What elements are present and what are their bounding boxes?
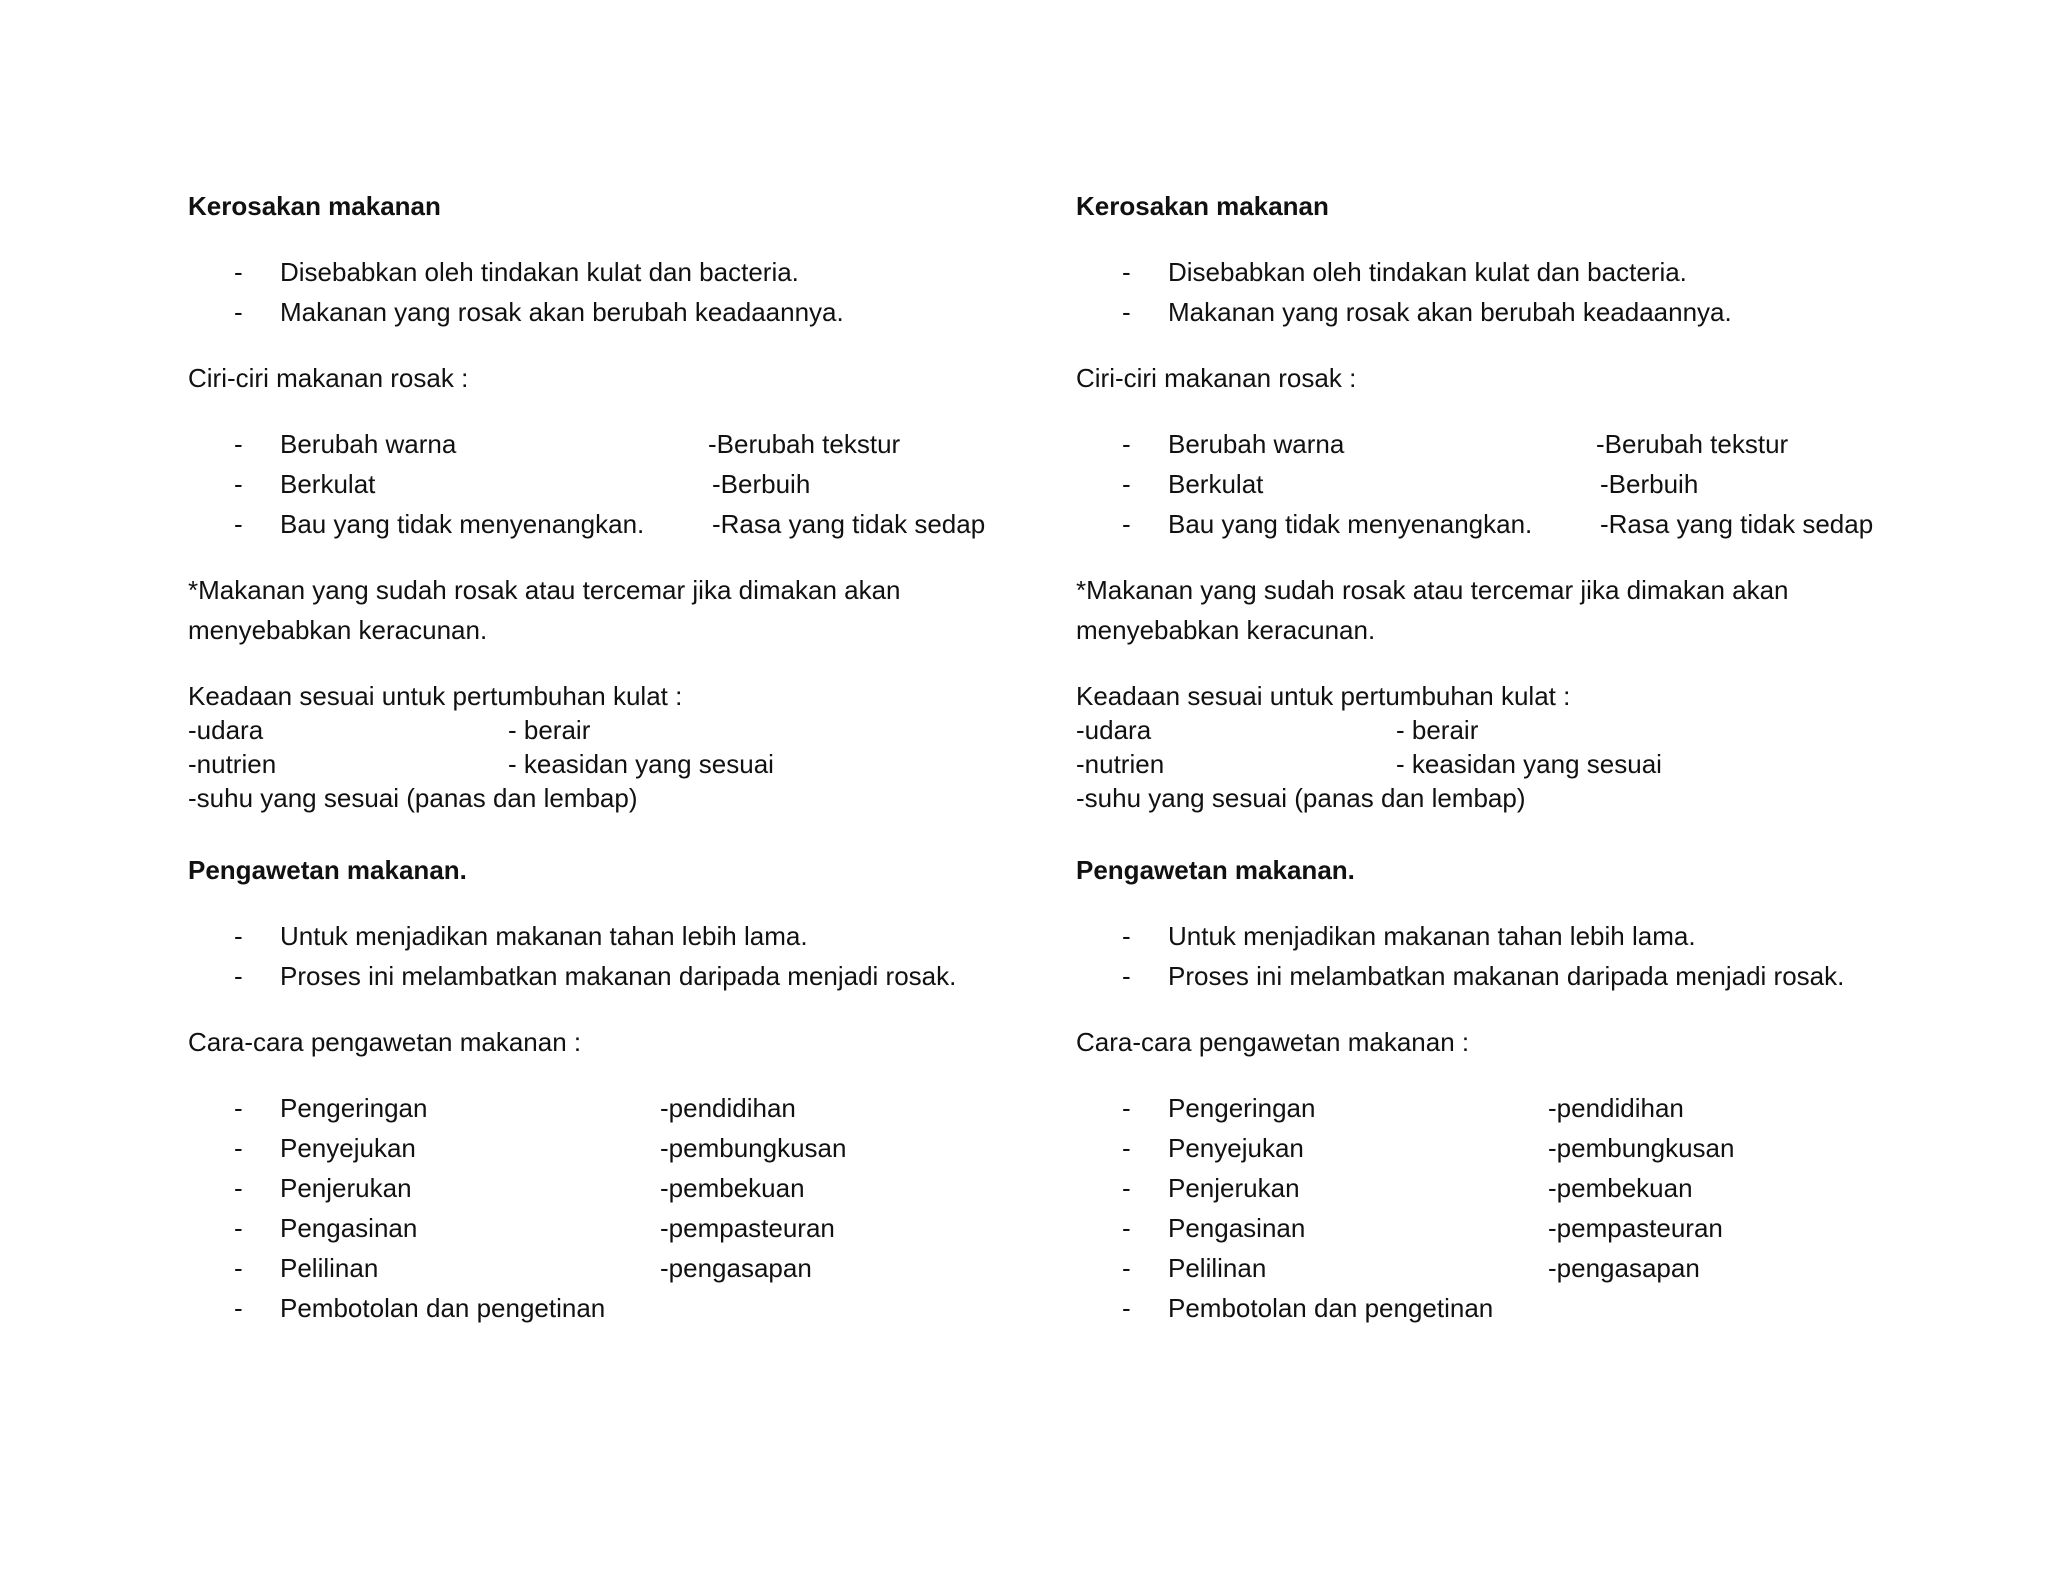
bullet-dash: - (234, 257, 243, 287)
bullet-dash: - (234, 921, 243, 951)
bullet-dash: - (1122, 961, 1131, 991)
list-item: - Berubah warna -Berubah tekstur (234, 429, 901, 459)
list-item: - Disebabkan oleh tindakan kulat dan bacteria. (1076, 254, 1936, 290)
list-item: - Penjerukan -pembekuan (234, 1173, 805, 1203)
list-item: - Pelilinan -pengasapan (234, 1253, 812, 1283)
heading-preservation: Pengawetan makanan. (1076, 855, 1355, 885)
note-line: *Makanan yang sudah rosak atau tercemar jika dimakan akan (1076, 575, 1789, 605)
bullet-dash: - (234, 297, 243, 327)
list-item: - Pengasinan -pempasteuran (234, 1213, 835, 1243)
list-item: - Pengasinan -pempasteuran (1122, 1213, 1723, 1243)
list-item: - Pelilinan -pengasapan (1122, 1253, 1700, 1283)
list-item: - Makanan yang rosak akan berubah keadaannya. (1076, 294, 1936, 330)
bullet-dash: - (234, 961, 243, 991)
list-item: - Disebabkan oleh tindakan kulat dan bacteria. (188, 254, 1048, 290)
note-line: menyebabkan keracunan. (188, 615, 488, 645)
list-item: - Bau yang tidak menyenangkan. -Rasa yang tidak sedap (1122, 509, 1874, 539)
list-item: - Pengeringan -pendidihan (234, 1093, 796, 1123)
note-line: menyebabkan keracunan. (1076, 615, 1376, 645)
list-item: - Proses ini melambatkan makanan daripada menjadi rosak. (1076, 958, 1936, 994)
bullet-dash: - (1122, 921, 1131, 951)
list-item: - Penyejukan -pembungkusan (234, 1133, 847, 1163)
list-item: - Berkulat -Berbuih (234, 469, 811, 499)
list-item: - Penjerukan -pembekuan (1122, 1173, 1693, 1203)
list-item: - Pengeringan -pendidihan (1122, 1093, 1684, 1123)
condition-row: -udara - berair (188, 715, 591, 745)
methods-label: Cara-cara pengawetan makanan : (1076, 1027, 1470, 1057)
list-item: - Pembotolan dan pengetinan (234, 1293, 606, 1323)
condition-row: -udara - berair (1076, 715, 1479, 745)
conditions-label: Keadaan sesuai untuk pertumbuhan kulat : (188, 681, 683, 711)
condition-row: -suhu yang sesuai (panas dan lembap) (1076, 783, 1526, 813)
notes-column-right (1076, 0, 1936, 1582)
list-item: - Bau yang tidak menyenangkan. -Rasa yang tidak sedap (234, 509, 986, 539)
conditions-label: Keadaan sesuai untuk pertumbuhan kulat : (1076, 681, 1571, 711)
bullet-dash: - (1122, 257, 1131, 287)
list-item: - Penyejukan -pembungkusan (1122, 1133, 1735, 1163)
notes-column-left (188, 0, 1048, 1582)
list-item: - Pembotolan dan pengetinan (1122, 1293, 1494, 1323)
heading-spoilage: Kerosakan makanan (188, 191, 441, 221)
bullet-dash: - (1122, 297, 1131, 327)
list-item: - Berkulat -Berbuih (1122, 469, 1699, 499)
list-item: - Untuk menjadikan makanan tahan lebih lama. (1076, 918, 1936, 954)
condition-row: -suhu yang sesuai (panas dan lembap) (188, 783, 638, 813)
heading-preservation: Pengawetan makanan. (188, 855, 467, 885)
condition-row: -nutrien - keasidan yang sesuai (1076, 749, 1662, 779)
list-item: - Berubah warna -Berubah tekstur (1122, 429, 1789, 459)
list-item: - Untuk menjadikan makanan tahan lebih lama. (188, 918, 1048, 954)
note-line: *Makanan yang sudah rosak atau tercemar jika dimakan akan (188, 575, 901, 605)
characteristics-label: Ciri-ciri makanan rosak : (1076, 363, 1357, 393)
condition-row: -nutrien - keasidan yang sesuai (188, 749, 774, 779)
methods-label: Cara-cara pengawetan makanan : (188, 1027, 582, 1057)
heading-spoilage: Kerosakan makanan (1076, 191, 1329, 221)
list-item: - Makanan yang rosak akan berubah keadaannya. (188, 294, 1048, 330)
list-item: - Proses ini melambatkan makanan daripada menjadi rosak. (188, 958, 1048, 994)
characteristics-label: Ciri-ciri makanan rosak : (188, 363, 469, 393)
